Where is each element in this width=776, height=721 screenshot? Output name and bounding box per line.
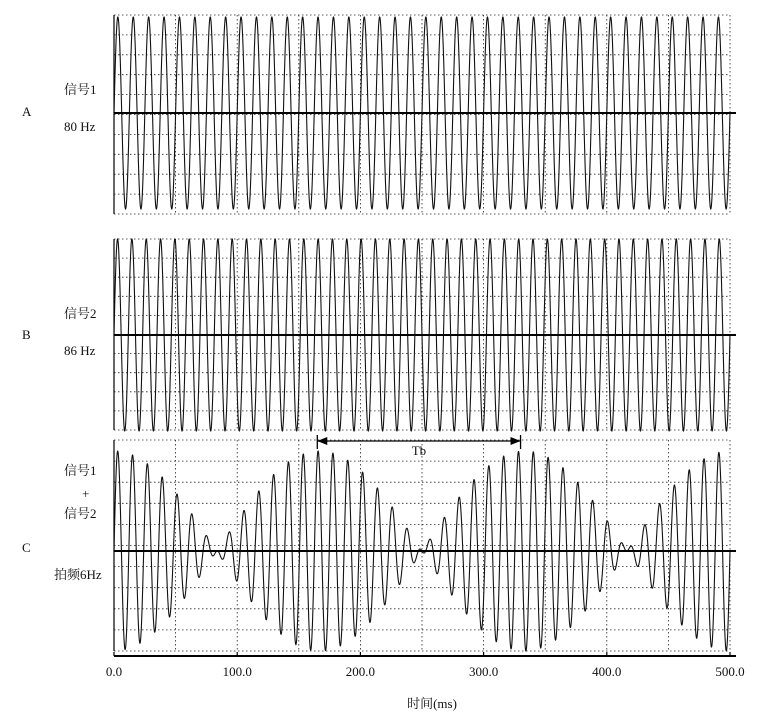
- x-tick-label: 200.0: [345, 664, 376, 679]
- x-axis: [106, 652, 745, 711]
- panel-a-frequency-label: 80 Hz: [64, 119, 96, 134]
- panel-c-signal-2-label: 信号2: [64, 506, 97, 521]
- panel-a: [22, 15, 736, 214]
- panel-b: [22, 239, 736, 431]
- panel-c-letter: C: [22, 540, 31, 555]
- panel-b-signal-label: 信号2: [64, 306, 97, 321]
- x-tick-label: 500.0: [715, 664, 745, 679]
- panel-c-signal-1-label: 信号1: [64, 463, 97, 478]
- panel-a-signal-label: 信号1: [64, 82, 97, 97]
- x-tick-label: 0.0: [105, 664, 123, 679]
- panel-c: [22, 435, 736, 651]
- x-tick-label: 400.0: [592, 664, 622, 679]
- panel-c-beat-frequency-label: 拍频6Hz: [54, 567, 102, 582]
- x-tick-label: 300.0: [468, 664, 499, 679]
- beat-period-arrowhead-left: [317, 437, 327, 445]
- panel-b-frequency-label: 86 Hz: [64, 343, 96, 358]
- beat-period-label: Tb: [411, 443, 427, 458]
- panel-c-grid: [114, 440, 730, 651]
- x-tick-label: 100.0: [222, 664, 252, 679]
- panel-b-letter: B: [22, 327, 31, 342]
- panel-c-plus-label: +: [82, 486, 90, 501]
- panel-a-letter: A: [22, 104, 32, 119]
- x-axis-label: 时间(ms): [407, 696, 457, 711]
- beat-period-arrowhead-right: [511, 437, 521, 445]
- beat-period-annotation: [317, 435, 520, 458]
